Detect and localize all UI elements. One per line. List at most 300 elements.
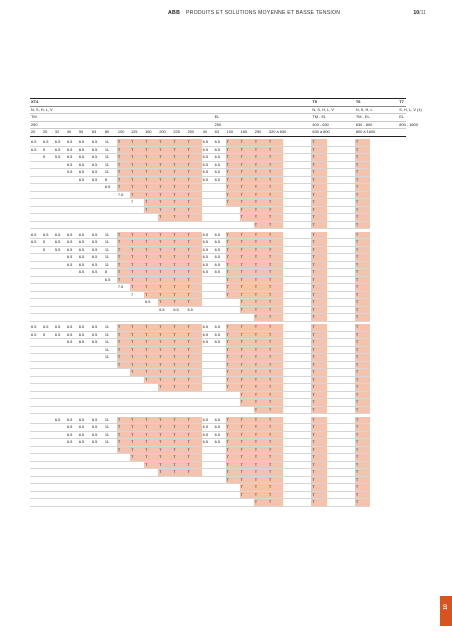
- value-cell: T: [254, 146, 268, 154]
- value-cell: [327, 306, 355, 314]
- value-cell: [78, 284, 91, 292]
- value-cell: [78, 206, 91, 214]
- value-cell: [78, 384, 91, 392]
- value-cell: T: [144, 199, 158, 207]
- value-cell: [30, 176, 42, 184]
- value-cell: T: [355, 239, 370, 247]
- value-cell: 6.5: [78, 254, 91, 262]
- value-cell: [283, 276, 311, 284]
- header-cell: 25: [42, 129, 54, 137]
- value-cell: T: [240, 184, 254, 192]
- value-cell: T: [240, 384, 254, 392]
- value-cell: 6.5: [202, 269, 214, 277]
- header-row: [30, 114, 406, 122]
- header-cell: [78, 121, 91, 129]
- value-cell: 6.5: [214, 261, 226, 269]
- value-cell: T: [268, 214, 283, 222]
- value-cell: T: [311, 261, 326, 269]
- value-cell: T: [268, 184, 283, 192]
- value-cell: [172, 491, 186, 499]
- value-cell: [54, 161, 66, 169]
- value-cell: 6.5: [66, 154, 78, 162]
- value-cell: [91, 406, 104, 414]
- value-cell: [117, 384, 130, 392]
- value-cell: [214, 376, 226, 384]
- header-cell: [226, 106, 240, 114]
- value-cell: T: [311, 191, 326, 199]
- value-cell: T: [144, 291, 158, 299]
- value-cell: [91, 221, 104, 229]
- value-cell: [283, 299, 311, 307]
- value-cell: T: [117, 269, 130, 277]
- value-cell: T: [117, 232, 130, 239]
- value-cell: [214, 299, 226, 307]
- value-cell: T: [130, 424, 144, 432]
- value-cell: T: [130, 276, 144, 284]
- table-row: [30, 314, 406, 322]
- value-cell: T: [254, 261, 268, 269]
- value-cell: T: [311, 424, 326, 432]
- value-cell: T: [355, 369, 370, 377]
- value-cell: [66, 399, 78, 407]
- value-cell: T: [186, 446, 201, 454]
- value-cell: [78, 469, 91, 477]
- value-cell: [226, 399, 240, 407]
- value-cell: T: [254, 361, 268, 369]
- value-cell: [54, 261, 66, 269]
- value-cell: [117, 376, 130, 384]
- value-cell: T: [144, 191, 158, 199]
- value-cell: T: [144, 369, 158, 377]
- value-cell: [283, 184, 311, 192]
- value-cell: [214, 314, 226, 322]
- value-cell: T: [130, 431, 144, 439]
- value-cell: 6.5: [214, 339, 226, 347]
- value-cell: [202, 484, 214, 492]
- value-cell: [30, 276, 42, 284]
- value-cell: T: [355, 146, 370, 154]
- header-cell: [268, 106, 283, 114]
- value-cell: T: [226, 239, 240, 247]
- header-cell: [104, 121, 117, 129]
- value-cell: [327, 299, 355, 307]
- value-cell: T: [240, 376, 254, 384]
- value-cell: T: [144, 239, 158, 247]
- value-cell: [78, 491, 91, 499]
- value-cell: T: [311, 176, 326, 184]
- value-cell: [42, 306, 54, 314]
- value-cell: 11: [104, 239, 117, 247]
- value-cell: T: [186, 146, 201, 154]
- value-cell: [226, 391, 240, 399]
- value-cell: [104, 476, 117, 484]
- header-cell: [42, 121, 54, 129]
- value-cell: T: [355, 299, 370, 307]
- value-cell: 7.5: [117, 191, 130, 199]
- value-cell: T: [268, 246, 283, 254]
- value-cell: 6.5: [91, 424, 104, 432]
- value-cell: [202, 299, 214, 307]
- value-cell: [54, 169, 66, 177]
- value-cell: [54, 399, 66, 407]
- table-row: [30, 199, 406, 207]
- value-cell: T: [240, 254, 254, 262]
- header-cell: [54, 99, 66, 107]
- value-cell: T: [355, 406, 370, 414]
- value-cell: [54, 199, 66, 207]
- value-cell: [30, 446, 42, 454]
- value-cell: [283, 284, 311, 292]
- value-cell: [66, 191, 78, 199]
- value-cell: [202, 346, 214, 354]
- value-cell: [104, 376, 117, 384]
- value-cell: [66, 361, 78, 369]
- header-cell: [104, 106, 117, 114]
- value-cell: [172, 476, 186, 484]
- value-cell: [327, 146, 355, 154]
- value-cell: T: [117, 339, 130, 347]
- header-row: [30, 99, 406, 107]
- value-cell: [144, 484, 158, 492]
- value-cell: 6.5: [54, 146, 66, 154]
- value-cell: [283, 346, 311, 354]
- value-cell: [214, 361, 226, 369]
- value-cell: [30, 169, 42, 177]
- value-cell: [54, 291, 66, 299]
- table-row: [30, 376, 406, 384]
- value-cell: T: [268, 384, 283, 392]
- value-cell: T: [268, 339, 283, 347]
- header-cell: [268, 121, 283, 129]
- table-row: [30, 369, 406, 377]
- value-cell: [130, 406, 144, 414]
- value-cell: [117, 491, 130, 499]
- value-cell: T: [172, 154, 186, 162]
- value-cell: T: [186, 454, 201, 462]
- table-row: [30, 431, 406, 439]
- value-cell: T: [172, 424, 186, 432]
- value-cell: [172, 406, 186, 414]
- value-cell: [327, 284, 355, 292]
- value-cell: [172, 484, 186, 492]
- value-cell: T: [117, 324, 130, 331]
- value-cell: T: [226, 161, 240, 169]
- value-cell: T: [254, 206, 268, 214]
- value-cell: 6.5: [91, 324, 104, 331]
- value-cell: 6.5: [214, 139, 226, 146]
- value-cell: 7: [130, 199, 144, 207]
- value-cell: [240, 221, 254, 229]
- brand-name: ABB: [168, 10, 181, 16]
- value-cell: 6.5: [202, 176, 214, 184]
- value-cell: [283, 424, 311, 432]
- header-cell: [283, 121, 311, 129]
- value-cell: T: [311, 221, 326, 229]
- value-cell: T: [172, 346, 186, 354]
- value-cell: [172, 314, 186, 322]
- value-cell: [30, 154, 42, 162]
- value-cell: 6.5: [30, 232, 42, 239]
- chapter-tab: [440, 596, 452, 626]
- value-cell: [283, 484, 311, 492]
- value-cell: T: [158, 324, 172, 331]
- value-cell: [42, 206, 54, 214]
- value-cell: [78, 484, 91, 492]
- value-cell: [91, 461, 104, 469]
- value-cell: T: [254, 439, 268, 447]
- value-cell: T: [311, 439, 326, 447]
- value-cell: T: [240, 331, 254, 339]
- value-cell: [327, 369, 355, 377]
- value-cell: 6.5: [66, 339, 78, 347]
- value-cell: [30, 484, 42, 492]
- value-cell: T: [117, 254, 130, 262]
- value-cell: T: [268, 391, 283, 399]
- value-cell: [117, 306, 130, 314]
- value-cell: T: [158, 232, 172, 239]
- value-cell: 11: [104, 169, 117, 177]
- value-cell: [54, 424, 66, 432]
- value-cell: [30, 339, 42, 347]
- value-cell: [186, 491, 201, 499]
- value-cell: [66, 299, 78, 307]
- header-cell: [214, 99, 226, 107]
- value-cell: 5: [42, 246, 54, 254]
- value-cell: T: [130, 184, 144, 192]
- value-cell: [117, 314, 130, 322]
- header-cell: 250: [186, 129, 201, 137]
- value-cell: T: [311, 346, 326, 354]
- value-cell: T: [158, 431, 172, 439]
- value-cell: T: [226, 191, 240, 199]
- value-cell: T: [254, 314, 268, 322]
- value-cell: T: [130, 176, 144, 184]
- value-cell: [283, 376, 311, 384]
- value-cell: [104, 399, 117, 407]
- value-cell: [214, 384, 226, 392]
- value-cell: [327, 206, 355, 214]
- value-cell: [104, 499, 117, 507]
- value-cell: T: [186, 191, 201, 199]
- header-cell: [240, 106, 254, 114]
- table-row: [30, 484, 406, 492]
- value-cell: [104, 306, 117, 314]
- value-cell: [214, 399, 226, 407]
- value-cell: T: [186, 439, 201, 447]
- value-cell: T: [240, 161, 254, 169]
- value-cell: [78, 499, 91, 507]
- value-cell: T: [186, 384, 201, 392]
- value-cell: [42, 161, 54, 169]
- value-cell: [327, 169, 355, 177]
- value-cell: T: [144, 284, 158, 292]
- value-cell: T: [254, 184, 268, 192]
- value-cell: T: [117, 431, 130, 439]
- header-cell: 40: [66, 129, 78, 137]
- value-cell: [327, 391, 355, 399]
- value-cell: T: [355, 446, 370, 454]
- value-cell: T: [355, 384, 370, 392]
- value-cell: 6.5: [78, 331, 91, 339]
- header-cell: N, S, H, L, V: [31, 106, 53, 112]
- value-cell: T: [130, 446, 144, 454]
- value-cell: 11: [104, 161, 117, 169]
- value-cell: [42, 269, 54, 277]
- table-row: [30, 139, 406, 146]
- value-cell: [144, 384, 158, 392]
- value-cell: 6.5: [214, 417, 226, 424]
- value-cell: T: [240, 154, 254, 162]
- value-cell: 6.5: [78, 324, 91, 331]
- value-cell: [30, 306, 42, 314]
- value-cell: T: [355, 461, 370, 469]
- value-cell: [42, 491, 54, 499]
- value-cell: T: [130, 146, 144, 154]
- value-cell: T: [186, 154, 201, 162]
- value-cell: [42, 176, 54, 184]
- value-cell: [30, 369, 42, 377]
- value-cell: [283, 139, 311, 146]
- value-cell: T: [117, 424, 130, 432]
- value-cell: T: [355, 491, 370, 499]
- value-cell: [66, 484, 78, 492]
- value-cell: [283, 176, 311, 184]
- value-cell: T: [226, 454, 240, 462]
- value-cell: [42, 214, 54, 222]
- value-cell: T: [268, 354, 283, 362]
- value-cell: T: [144, 446, 158, 454]
- value-cell: T: [226, 331, 240, 339]
- value-cell: 6.5: [202, 417, 214, 424]
- value-cell: [30, 246, 42, 254]
- value-cell: 11: [104, 439, 117, 447]
- value-cell: T: [130, 139, 144, 146]
- value-cell: T: [254, 469, 268, 477]
- value-cell: 6.5: [91, 154, 104, 162]
- value-cell: T: [254, 246, 268, 254]
- header-cell: [78, 99, 91, 107]
- value-cell: T: [144, 154, 158, 162]
- table-row: [30, 261, 406, 269]
- header-cell: 225: [172, 129, 186, 137]
- value-cell: T: [226, 176, 240, 184]
- value-cell: 11: [104, 331, 117, 339]
- value-cell: T: [158, 214, 172, 222]
- value-cell: [283, 431, 311, 439]
- value-cell: [91, 306, 104, 314]
- value-cell: [54, 431, 66, 439]
- value-cell: T: [130, 417, 144, 424]
- value-cell: [117, 299, 130, 307]
- value-cell: T: [240, 239, 254, 247]
- header-cell: [78, 106, 91, 114]
- value-cell: [327, 161, 355, 169]
- table-row: [30, 276, 406, 284]
- value-cell: T: [311, 239, 326, 247]
- value-cell: T: [355, 399, 370, 407]
- value-cell: T: [117, 446, 130, 454]
- value-cell: T: [186, 269, 201, 277]
- header-cell: 160: [240, 129, 254, 137]
- header-cell: [42, 114, 54, 122]
- page-header: [0, 10, 452, 22]
- value-cell: [283, 191, 311, 199]
- header-cell: 100: [226, 129, 240, 137]
- value-cell: T: [130, 191, 144, 199]
- value-cell: [54, 484, 66, 492]
- page-subtitle: PRODUITS ET SOLUTIONS MOYENNE ET BASSE TENSION: [186, 10, 341, 16]
- value-cell: 5: [42, 331, 54, 339]
- value-cell: T: [158, 369, 172, 377]
- value-cell: [54, 454, 66, 462]
- value-cell: T: [226, 291, 240, 299]
- value-cell: [91, 346, 104, 354]
- value-cell: [240, 314, 254, 322]
- value-cell: [172, 391, 186, 399]
- value-cell: T: [254, 476, 268, 484]
- header-row: [30, 106, 406, 114]
- value-cell: [144, 476, 158, 484]
- value-cell: [42, 346, 54, 354]
- value-cell: T: [311, 446, 326, 454]
- header-cell: [117, 106, 130, 114]
- value-cell: [91, 399, 104, 407]
- value-cell: [327, 424, 355, 432]
- value-cell: [283, 261, 311, 269]
- value-cell: [226, 484, 240, 492]
- header-cell: 250: [30, 121, 42, 129]
- table-row: [30, 331, 406, 339]
- value-cell: T: [226, 261, 240, 269]
- value-cell: T: [226, 269, 240, 277]
- header-cell: [172, 114, 186, 122]
- value-cell: 6.5: [91, 146, 104, 154]
- value-cell: T: [268, 454, 283, 462]
- value-cell: [283, 324, 311, 331]
- value-cell: T: [268, 424, 283, 432]
- value-cell: [66, 446, 78, 454]
- value-cell: T: [254, 446, 268, 454]
- value-cell: T: [186, 369, 201, 377]
- value-cell: T: [268, 346, 283, 354]
- value-cell: 6.5: [91, 331, 104, 339]
- value-cell: T: [355, 206, 370, 214]
- value-cell: T: [186, 376, 201, 384]
- value-cell: 6.5: [66, 417, 78, 424]
- header-cell: [202, 121, 214, 129]
- value-cell: [283, 154, 311, 162]
- value-cell: [202, 191, 214, 199]
- value-cell: [42, 431, 54, 439]
- value-cell: [30, 291, 42, 299]
- value-cell: [30, 161, 42, 169]
- value-cell: [214, 206, 226, 214]
- value-cell: [91, 299, 104, 307]
- value-cell: T: [158, 191, 172, 199]
- value-cell: T: [186, 324, 201, 331]
- value-cell: 6.5: [54, 239, 66, 247]
- header-cell: 50: [78, 129, 91, 137]
- value-cell: 6.5: [202, 161, 214, 169]
- value-cell: 6.5: [66, 161, 78, 169]
- value-cell: T: [144, 232, 158, 239]
- value-cell: 6.5: [202, 324, 214, 331]
- value-cell: T: [254, 276, 268, 284]
- value-cell: [202, 361, 214, 369]
- value-cell: T: [240, 246, 254, 254]
- header-cell: [268, 99, 283, 107]
- value-cell: [54, 254, 66, 262]
